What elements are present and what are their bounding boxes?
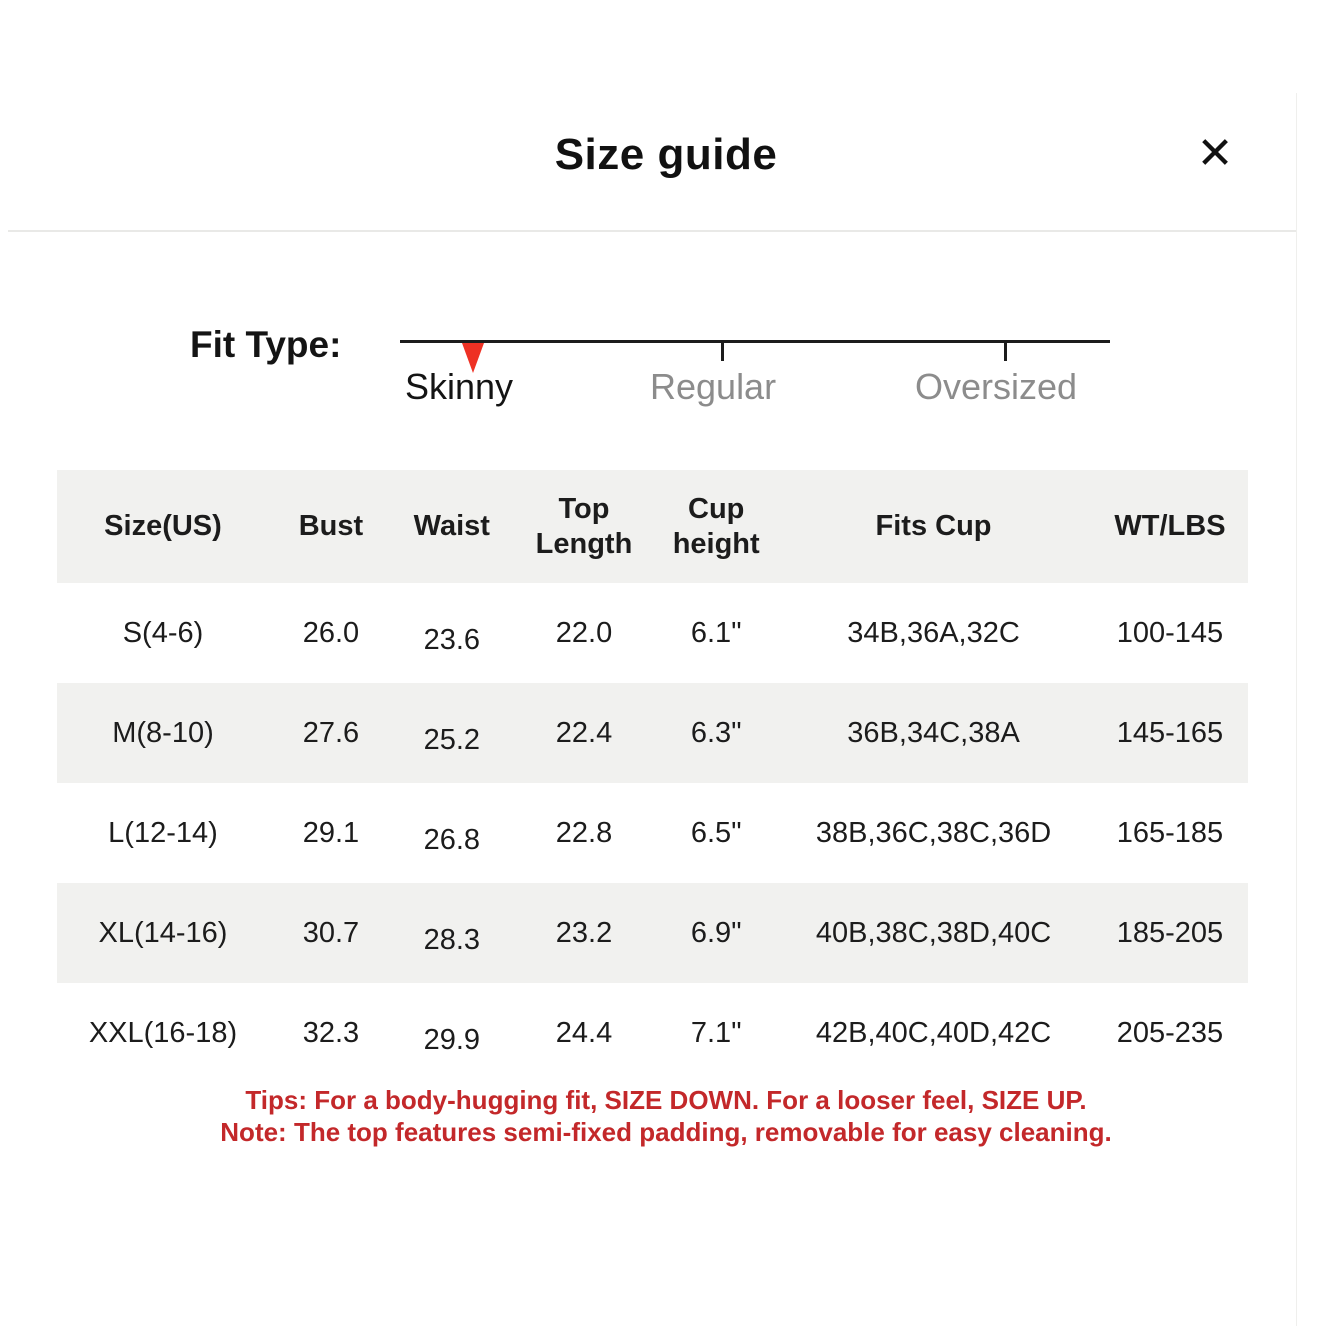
col-header-cup-height: Cup height	[672, 493, 760, 560]
page-title: Size guide	[554, 130, 778, 179]
cell-size: L(12-14)	[108, 816, 218, 849]
cell-waist: 28.3	[423, 923, 481, 956]
close-icon: ✕	[1196, 129, 1234, 178]
cell-fits-cup: 34B,36A,32C	[847, 616, 1020, 649]
cell-cup-height: 6.5"	[690, 816, 742, 849]
cell-bust: 26.0	[302, 616, 360, 649]
table-row-l	[57, 783, 1248, 883]
header-divider	[8, 230, 1297, 232]
col-header-bust: Bust	[298, 510, 364, 543]
tick-regular-icon	[721, 340, 724, 361]
cell-waist: 25.2	[423, 723, 481, 756]
col-header-fits-cup: Fits Cup	[875, 510, 992, 543]
table-header-row	[57, 470, 1248, 583]
cell-top-length: 24.4	[555, 1016, 613, 1049]
tick-oversized-icon	[1004, 340, 1007, 361]
fit-type-label: Fit Type:	[190, 324, 342, 365]
cell-cup-height: 6.1"	[690, 616, 742, 649]
cell-cup-height: 6.9"	[690, 916, 742, 949]
cell-fits-cup: 38B,36C,38C,36D	[815, 816, 1052, 849]
table-row-xxl	[57, 983, 1248, 1083]
sizing-notes	[0, 1086, 1332, 1150]
col-header-top-length: Top Length	[535, 493, 633, 560]
fit-option-regular[interactable]: Regular	[650, 366, 777, 407]
cell-cup-height: 7.1"	[690, 1016, 742, 1049]
col-header-size: Size(US)	[104, 510, 222, 543]
cell-top-length: 23.2	[555, 916, 613, 949]
cell-fits-cup: 40B,38C,38D,40C	[815, 916, 1052, 949]
table-row-s	[57, 583, 1248, 683]
cell-top-length: 22.4	[555, 716, 613, 749]
tips-line: Tips: For a body-hugging fit, SIZE DOWN. For a looser feel, SIZE UP.	[245, 1085, 1087, 1115]
cell-wt-lbs: 100-145	[1116, 616, 1224, 649]
close-button[interactable]	[1189, 128, 1241, 180]
col-header-wt-lbs: WT/LBS	[1114, 510, 1226, 543]
cell-size: XXL(16-18)	[88, 1016, 238, 1049]
table-row-m	[57, 683, 1248, 783]
cell-cup-height: 6.3"	[690, 716, 742, 749]
cell-fits-cup: 42B,40C,40D,42C	[815, 1016, 1052, 1049]
cell-bust: 30.7	[302, 916, 360, 949]
cell-wt-lbs: 165-185	[1116, 816, 1224, 849]
cell-top-length: 22.0	[555, 616, 613, 649]
cell-wt-lbs: 145-165	[1116, 716, 1224, 749]
cell-wt-lbs: 205-235	[1116, 1016, 1224, 1049]
cell-size: XL(14-16)	[98, 916, 228, 949]
cell-wt-lbs: 185-205	[1116, 916, 1224, 949]
fit-option-oversized[interactable]: Oversized	[915, 366, 1078, 407]
note-line: Note: The top features semi-fixed padding, removable for easy cleaning.	[220, 1116, 1112, 1147]
cell-bust: 27.6	[302, 716, 360, 749]
cell-size: M(8-10)	[112, 716, 214, 749]
cell-waist: 29.9	[423, 1023, 481, 1056]
table-row-xl	[57, 883, 1248, 983]
fit-option-skinny[interactable]: Skinny	[405, 366, 514, 407]
cell-waist: 23.6	[423, 623, 481, 656]
size-table	[57, 470, 1248, 1083]
cell-top-length: 22.8	[555, 816, 613, 849]
cell-waist: 26.8	[423, 823, 481, 856]
cell-bust: 29.1	[302, 816, 360, 849]
cell-fits-cup: 36B,34C,38A	[847, 716, 1020, 749]
cell-size: S(4-6)	[122, 616, 204, 649]
cell-bust: 32.3	[302, 1016, 360, 1049]
fit-type-track[interactable]	[400, 340, 1110, 343]
col-header-waist: Waist	[413, 510, 490, 543]
